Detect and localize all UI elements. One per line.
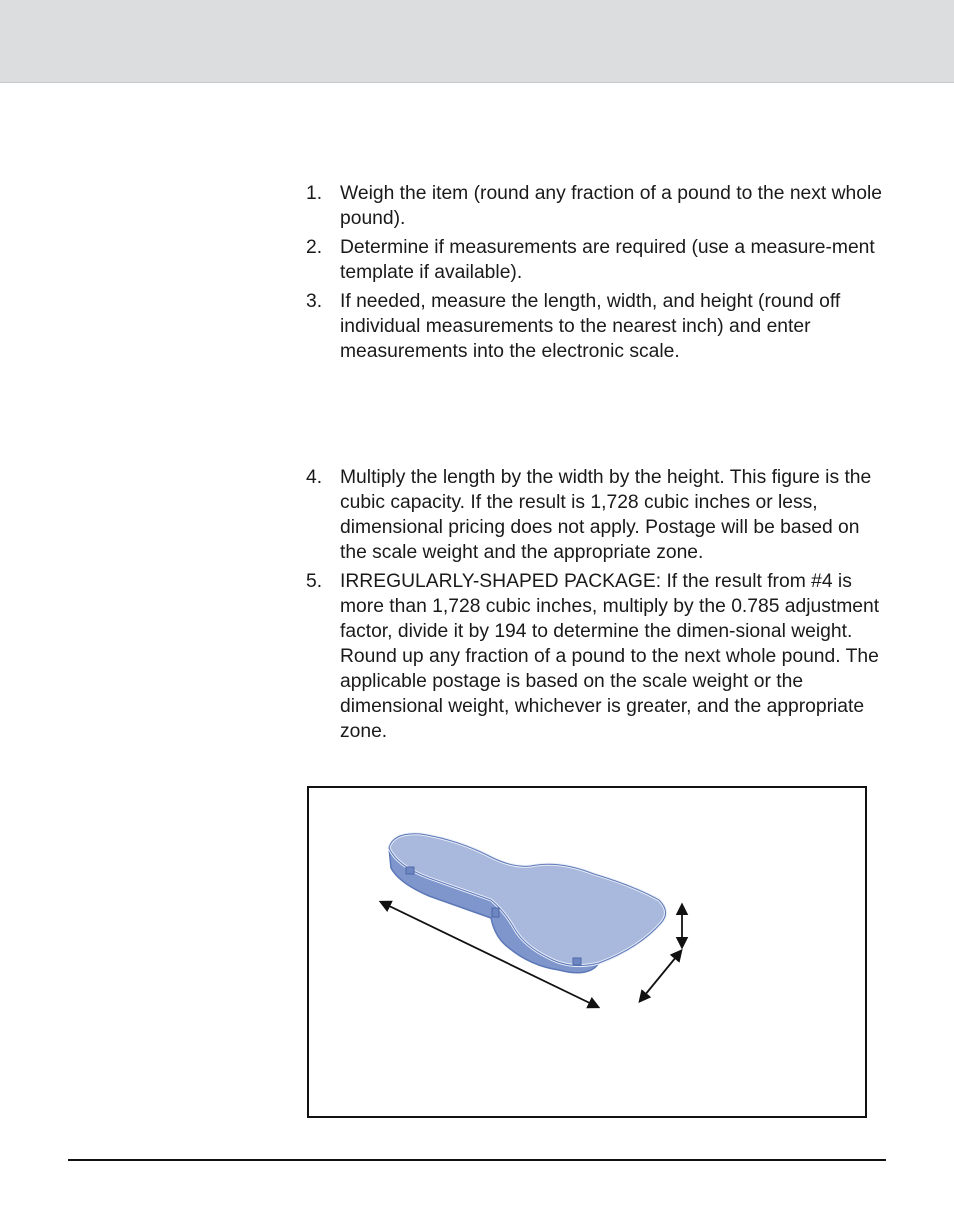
footer-rule <box>68 1159 886 1161</box>
step-number: 1. <box>306 183 323 204</box>
case-latch <box>492 908 499 917</box>
step-text: Determine if measurements are required (use a measure-ment template if available). <box>340 237 875 283</box>
step-text: If needed, measure the length, width, and height (round off individual measurements to the nearest inch) and enter measurements into the electronic scale. <box>340 291 841 362</box>
guitar-case-illustration <box>309 788 865 1116</box>
step-item <box>306 289 886 364</box>
step-number: 4. <box>306 467 323 488</box>
case-latch <box>406 867 414 874</box>
case-lid <box>389 834 666 966</box>
step-item <box>306 235 886 285</box>
step-text: IRREGULARLY-SHAPED PACKAGE: If the result from #4 is more than 1,728 cubic inches, multiply by the 0.785 adjustment factor, divide it by 194 to determine the dimen-sional weight. Round up any fraction of a pound to the next whole pound. The applicable postage is based on the scale weight or the dimensional weight, whichever is greater, and the appropriate zone. <box>340 571 880 742</box>
step-number: 5. <box>306 571 323 592</box>
steps-list-part2 <box>306 465 886 748</box>
step-number: 2. <box>306 237 323 258</box>
width-arrow <box>640 951 681 1001</box>
case-latch <box>573 958 581 965</box>
step-text: Multiply the length by the width by the height. This figure is the cubic capacity. If the result is 1,728 cubic inches or less, dimensional pricing does not apply. Postage will be based on the scale weight and the appropriate zone. <box>340 467 872 563</box>
step-item <box>306 569 886 744</box>
step-number: 3. <box>306 291 323 312</box>
step-text: Weigh the item (round any fraction of a pound to the next whole pound). <box>340 183 882 229</box>
header-band <box>0 0 954 83</box>
guitar-case-figure <box>307 786 867 1118</box>
step-item <box>306 465 886 565</box>
steps-list-part1 <box>306 181 886 368</box>
step-item <box>306 181 886 231</box>
